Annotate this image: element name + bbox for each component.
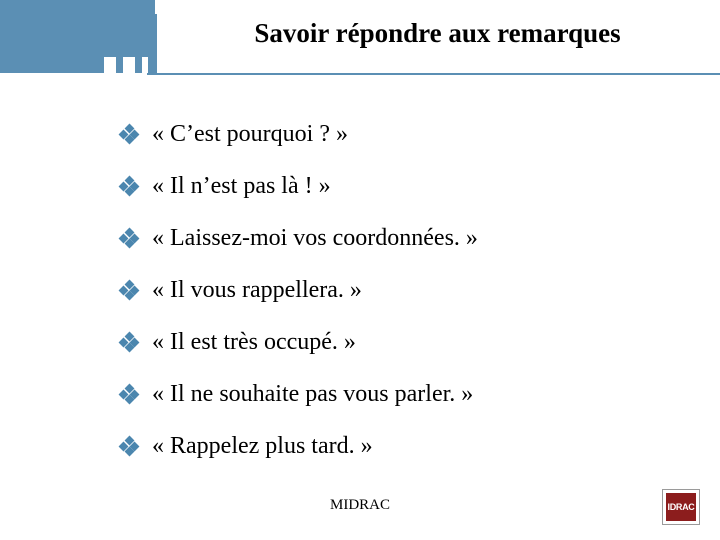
header-rule <box>147 73 720 75</box>
bullet-text: « C’est pourquoi ? » <box>152 120 348 147</box>
four-diamond-bullet-icon <box>120 385 138 403</box>
four-diamond-bullet-icon <box>120 125 138 143</box>
logo-text: IDRAC <box>666 493 696 521</box>
bullet-text: « Rappelez plus tard. » <box>152 432 373 459</box>
bullet-text: « Laissez-moi vos coordonnées. » <box>152 224 478 251</box>
four-diamond-bullet-icon <box>120 229 138 247</box>
four-diamond-bullet-icon <box>120 333 138 351</box>
corner-square <box>123 57 135 73</box>
list-item <box>120 420 478 472</box>
corner-vertical-line <box>155 14 157 75</box>
corner-square <box>104 57 116 73</box>
corner-square <box>142 57 148 73</box>
four-diamond-bullet-icon <box>120 281 138 299</box>
four-diamond-bullet-icon <box>120 177 138 195</box>
list-item <box>120 368 478 420</box>
bullet-text: « Il est très occupé. » <box>152 328 356 355</box>
idrac-logo <box>662 489 700 525</box>
four-diamond-bullet-icon <box>120 437 138 455</box>
list-item <box>120 108 478 160</box>
list-item <box>120 160 478 212</box>
list-item <box>120 316 478 368</box>
slide-title: Savoir répondre aux remarques <box>254 18 621 48</box>
list-item <box>120 212 478 264</box>
bullet-list <box>120 108 478 472</box>
bullet-text: « Il n’est pas là ! » <box>152 172 331 199</box>
bullet-text: « Il ne souhaite pas vous parler. » <box>152 380 474 407</box>
bullet-text: « Il vous rappellera. » <box>152 276 362 303</box>
list-item <box>120 264 478 316</box>
footer-text: MIDRAC <box>329 497 390 513</box>
